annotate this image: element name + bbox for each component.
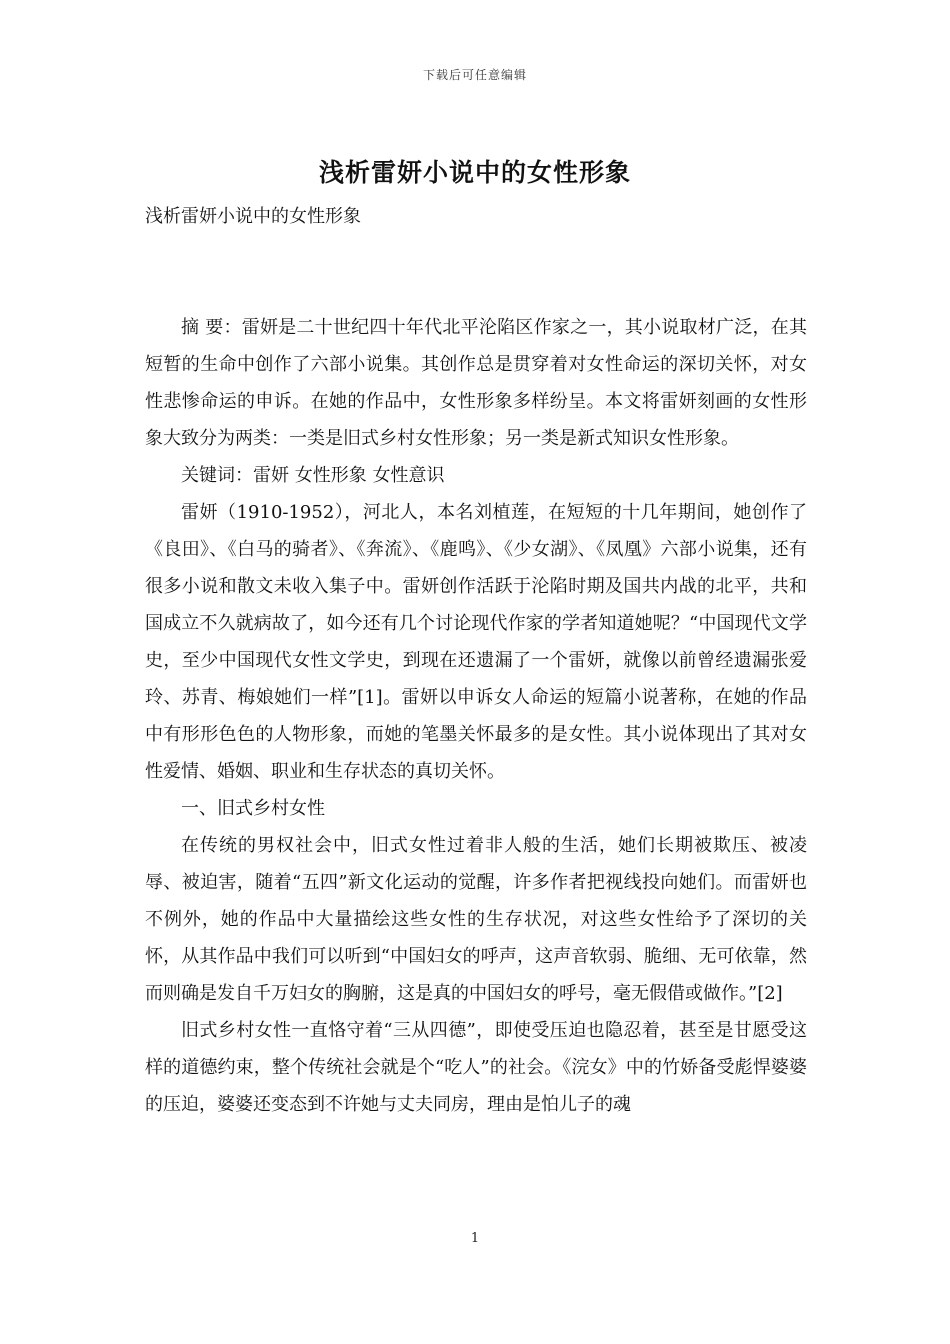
intro-paragraph: 雷妍（1910-1952），河北人，本名刘植莲，在短短的十几年期间，她创作了《良田》、《白马的骑者》、《奔流》、《鹿鸣》、《少女湖》、《凤凰》六部小说集，还有很多小说和散文未收入集子中。雷妍创作活跃于沦陷时期及国共内战的北平，共和国成立不久就病故了，如今还有几个讨论现代作家的学者知道她呢？“中国现代文学史，至少中国现代女性文学史，到现在还遗漏了一个雷妍，就像以前曾经遗漏张爱玲、苏青、梅娘她们一样”[1]。雷妍以申诉女人命运的短篇小说著称，在她的作品中有形形色色的人物形象，而她的笔墨关怀最多的是女性。其小说体现出了其对女性爱情、婚姻、职业和生存状态的真切关怀。 <box>145 502 807 782</box>
blank-line <box>145 235 807 309</box>
document-subtitle: 浅析雷妍小说中的女性形象 <box>145 206 361 227</box>
document-body <box>145 198 807 1123</box>
section-paragraph: 在传统的男权社会中，旧式女性过着非人般的生活，她们长期被欺压、被凌辱、被迫害，随着“五四”新文化运动的觉醒，许多作者把视线投向她们。而雷妍也不例外，她的作品中大量描绘这些女性的生存状况，对这些女性给予了深切的关怀，从其作品中我们可以听到“中国妇女的呼声，这声音软弱、脆细、无可依靠，然而则确是发自千万妇女的胸腑，这是真的中国妇女的呼号，毫无假借或做作。”[2] <box>145 835 807 1004</box>
page-number: 1 <box>470 1231 480 1246</box>
page-header-note: 下载后可任意编辑 <box>422 68 527 82</box>
document-title: 浅析雷妍小说中的女性形象 <box>318 158 631 187</box>
abstract-paragraph: 摘 要：雷妍是二十世纪四十年代北平沦陷区作家之一，其小说取材广泛，在其短暂的生命中创作了六部小说集。其创作总是贯穿着对女性命运的深切关怀，对女性悲惨命运的申诉。在她的作品中，女性形象多样纷呈。本文将雷妍刻画的女性形象大致分为两类：一类是旧式乡村女性形象；另一类是新式知识女性形象。 <box>145 317 807 449</box>
section-paragraph: 旧式乡村女性一直恪守着“三从四德”，即使受压迫也隐忍着，甚至是甘愿受这样的道德约束，整个传统社会就是个“吃人”的社会。《浣女》中的竹娇备受彪悍婆婆的压迫，婆婆还变态到不许她与丈夫同房，理由是怕儿子的魂 <box>145 1020 807 1115</box>
keywords-line: 关键词：雷妍 女性形象 女性意识 <box>181 465 445 486</box>
section-heading: 一、旧式乡村女性 <box>181 798 325 819</box>
